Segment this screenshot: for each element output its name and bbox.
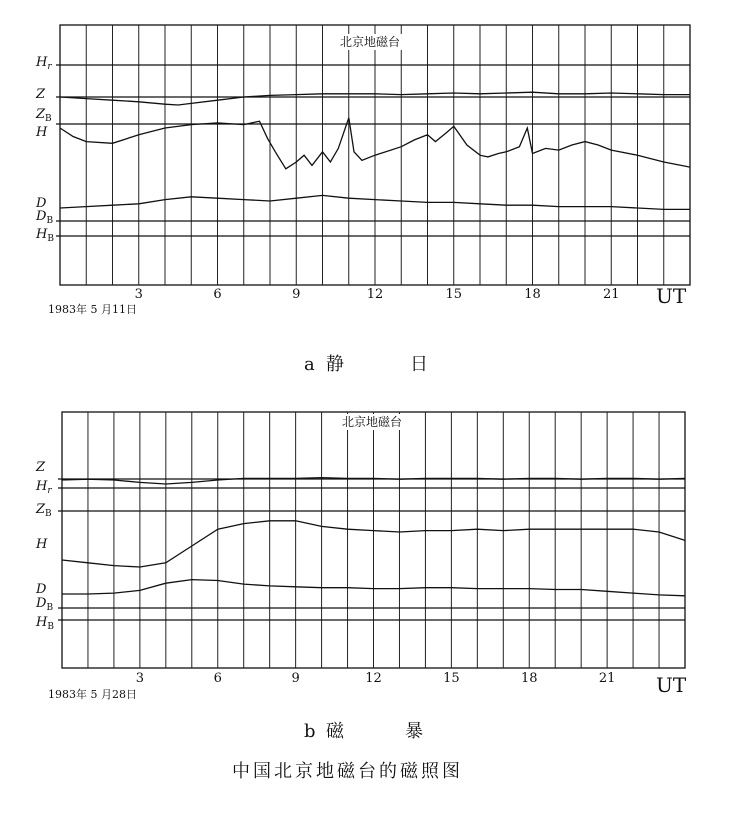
magnetogram-b-storm-day (0, 400, 749, 815)
station-label: 北京地磁台 (339, 35, 401, 49)
trace-label: H (36, 537, 48, 552)
x-tick-label: 6 (213, 671, 222, 686)
x-tick-label: 6 (213, 287, 222, 302)
trace-label: $Z_B$ (36, 107, 52, 124)
panel-letter: a (304, 354, 315, 375)
x-unit-label: UT (656, 284, 687, 308)
trace-label: $H_r$ (36, 479, 52, 496)
trace-label: $H_B$ (36, 615, 54, 632)
x-tick-label: 21 (602, 287, 620, 302)
trace-label: $D_B$ (36, 596, 54, 613)
date-label: 1983年 5 月28日 (48, 688, 137, 701)
trace-label: D (36, 196, 47, 211)
trace-label: $Z_B$ (36, 502, 52, 519)
caption-right-char: 日 (410, 354, 428, 375)
x-tick-label: 9 (291, 671, 300, 686)
trace-label: $H_r$ (36, 55, 52, 72)
trace-label: H (36, 125, 48, 140)
x-tick-label: 18 (524, 287, 541, 302)
caption-left-char: 静 (326, 354, 344, 375)
x-tick-label: 12 (365, 671, 382, 686)
x-tick-label: 15 (445, 287, 463, 302)
x-tick-label: 3 (135, 671, 145, 686)
x-tick-label: 15 (443, 671, 460, 686)
x-tick-label: 3 (134, 287, 143, 302)
trace-label: $H_B$ (36, 227, 54, 244)
x-tick-label: 9 (292, 287, 301, 302)
caption-left-char: 磁 (326, 721, 344, 742)
x-tick-label: 18 (520, 671, 538, 686)
magnetogram-a-quiet-day (0, 0, 749, 400)
trace-label: Z (36, 460, 46, 475)
trace-label: Z (36, 87, 46, 102)
trace-label: $D_B$ (36, 209, 54, 226)
date-label: 1983年 5 月11日 (48, 303, 137, 316)
caption-right-char: 暴 (405, 721, 423, 742)
trace-label: D (36, 582, 47, 597)
x-tick-label: 21 (598, 671, 616, 686)
figure-title: 中国北京地磁台的磁照图 (232, 761, 463, 782)
station-label: 北京地磁台 (341, 415, 403, 429)
x-tick-label: 12 (366, 287, 384, 302)
x-unit-label: UT (656, 673, 687, 697)
panel-letter: b (304, 721, 316, 742)
